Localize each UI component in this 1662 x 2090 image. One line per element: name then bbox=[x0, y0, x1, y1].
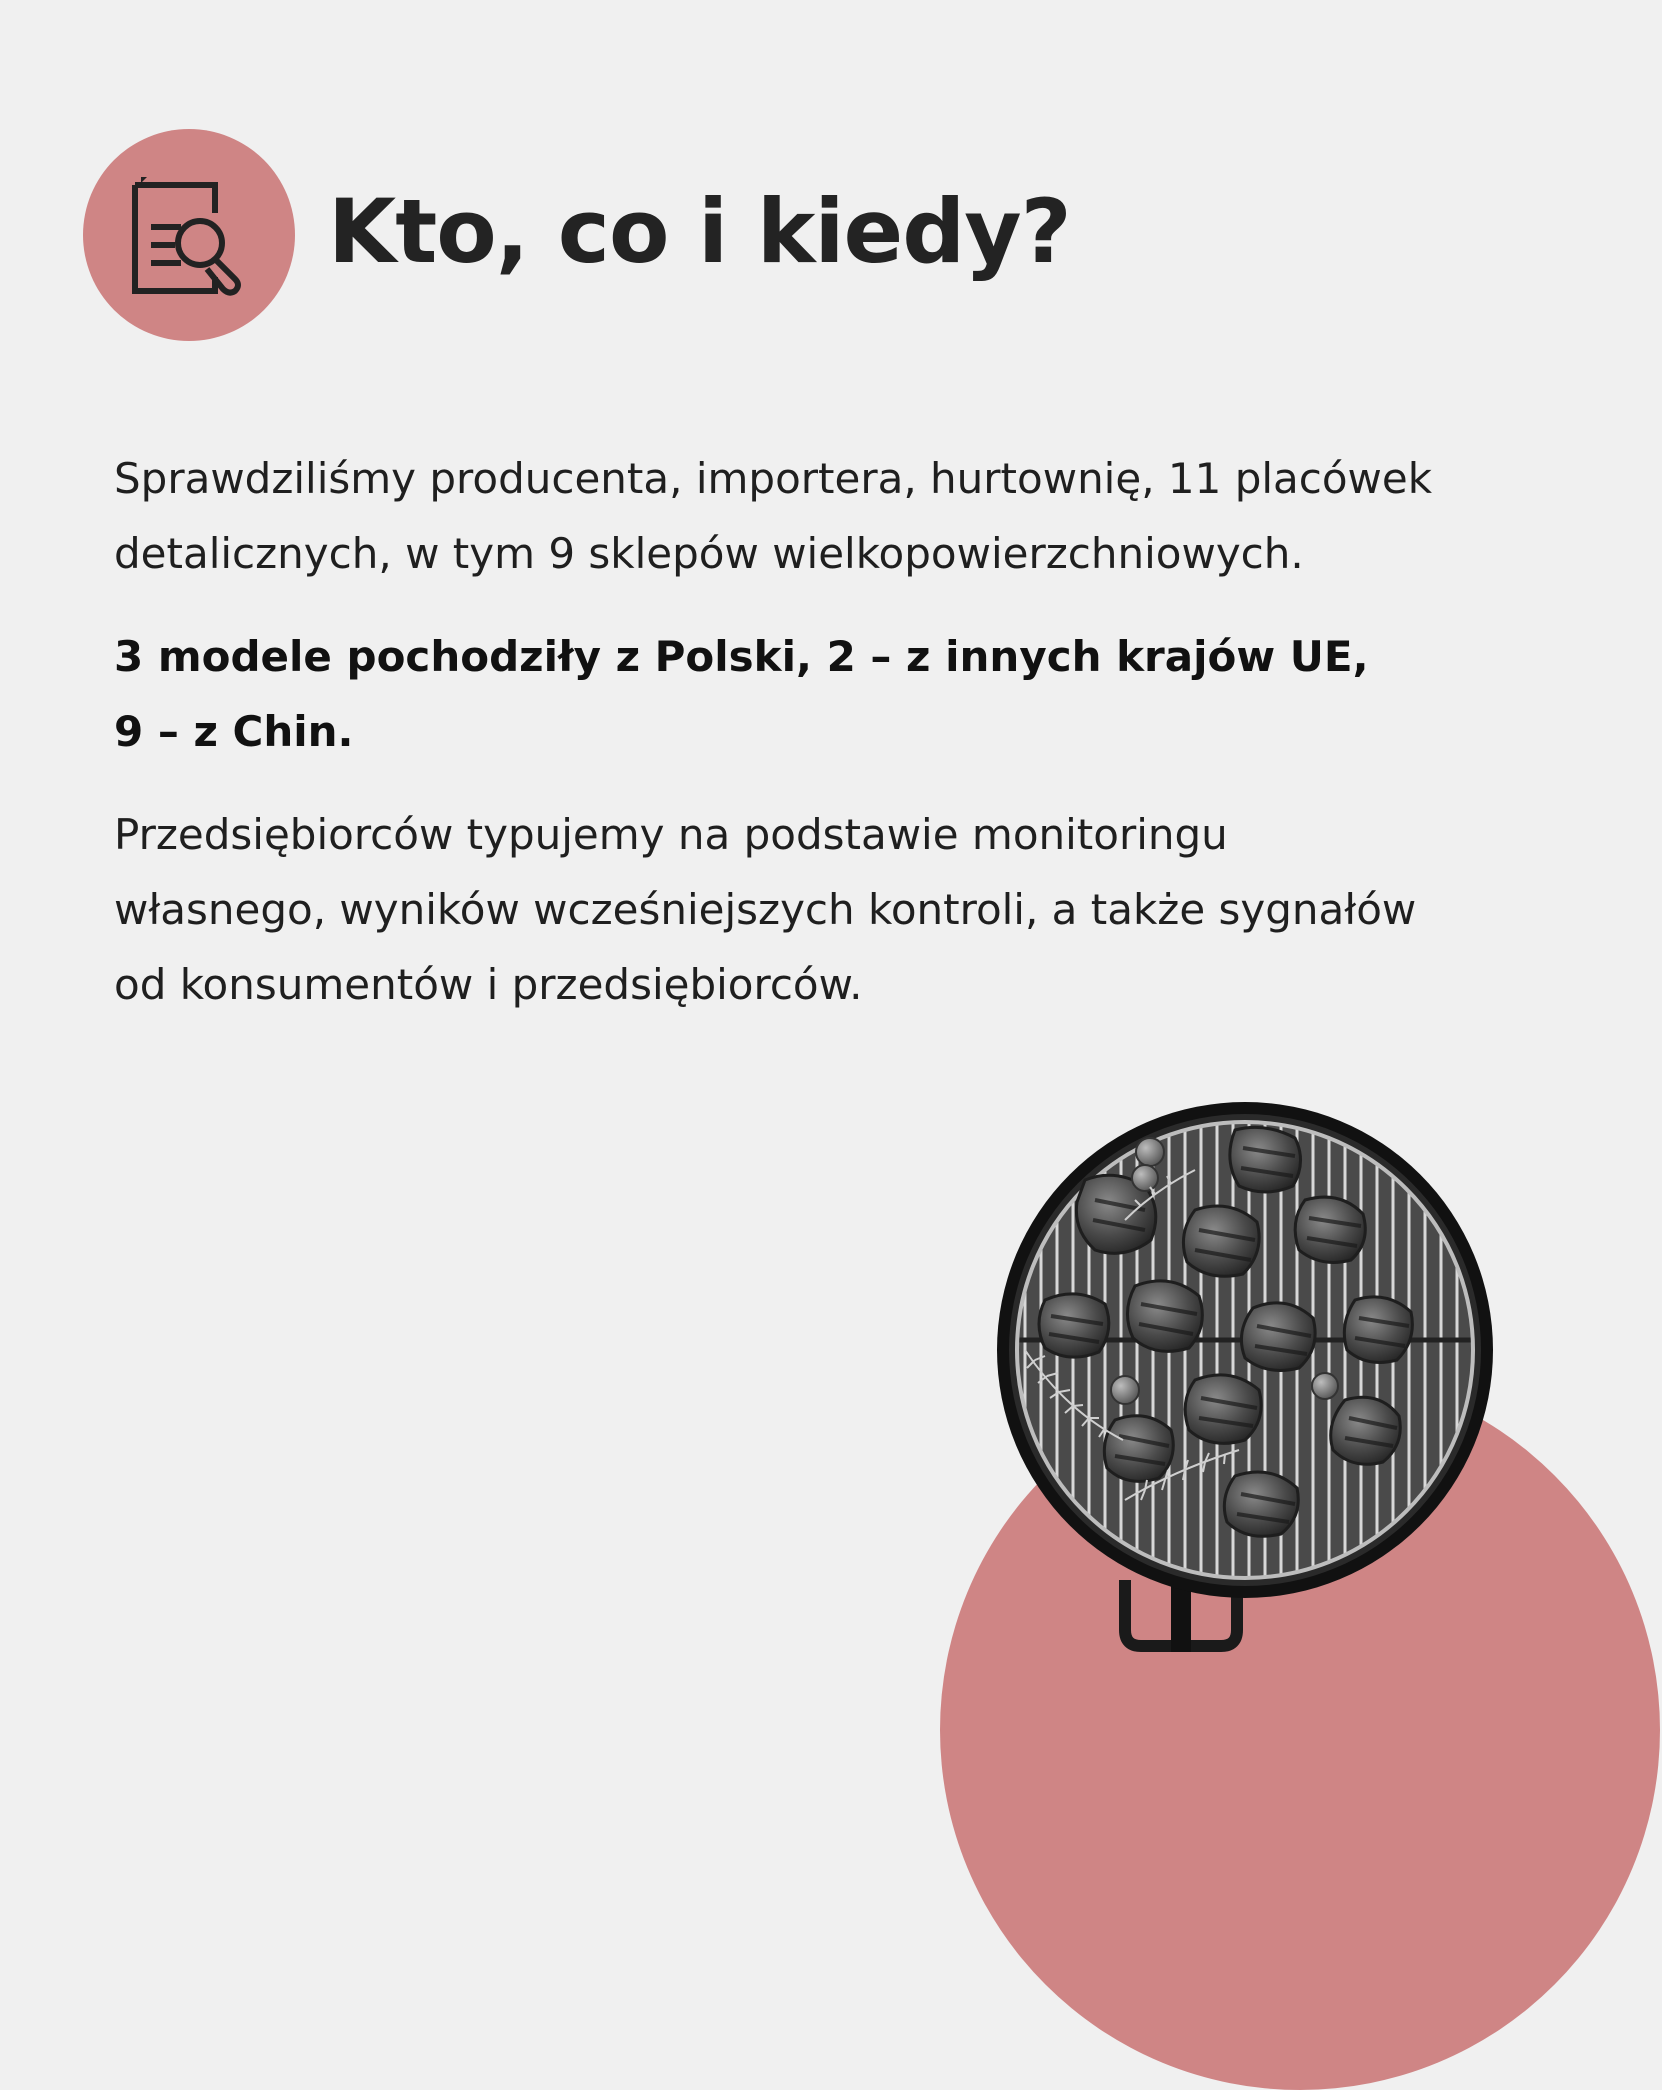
text-line: 3 modele pochodziły z Polski, 2 – z innych krajów UE, bbox=[114, 632, 1369, 681]
paragraph-selection-method bbox=[114, 797, 1574, 1022]
document-search-icon bbox=[83, 129, 295, 341]
text-line: 9 – z Chin. bbox=[114, 707, 354, 756]
page-title: Kto, co i kiedy? bbox=[328, 180, 1071, 283]
text-line: Przedsiębiorców typujemy na podstawie monitoringu bbox=[114, 810, 1228, 859]
grill-icon bbox=[995, 1090, 1495, 1662]
paragraph-origin-summary bbox=[114, 619, 1574, 769]
icon-badge bbox=[83, 129, 295, 341]
text-line: Sprawdziliśmy producenta, importera, hurtownię, 11 placówek bbox=[114, 454, 1433, 503]
text-line: własnego, wyników wcześniejszych kontroli, a także sygnałów bbox=[114, 885, 1417, 934]
text-line: od konsumentów i przedsiębiorców. bbox=[114, 960, 863, 1009]
main-content bbox=[114, 441, 1574, 1022]
paragraph-checked-entities bbox=[114, 441, 1574, 591]
text-line: detalicznych, w tym 9 sklepów wielkopowierzchniowych. bbox=[114, 529, 1304, 578]
